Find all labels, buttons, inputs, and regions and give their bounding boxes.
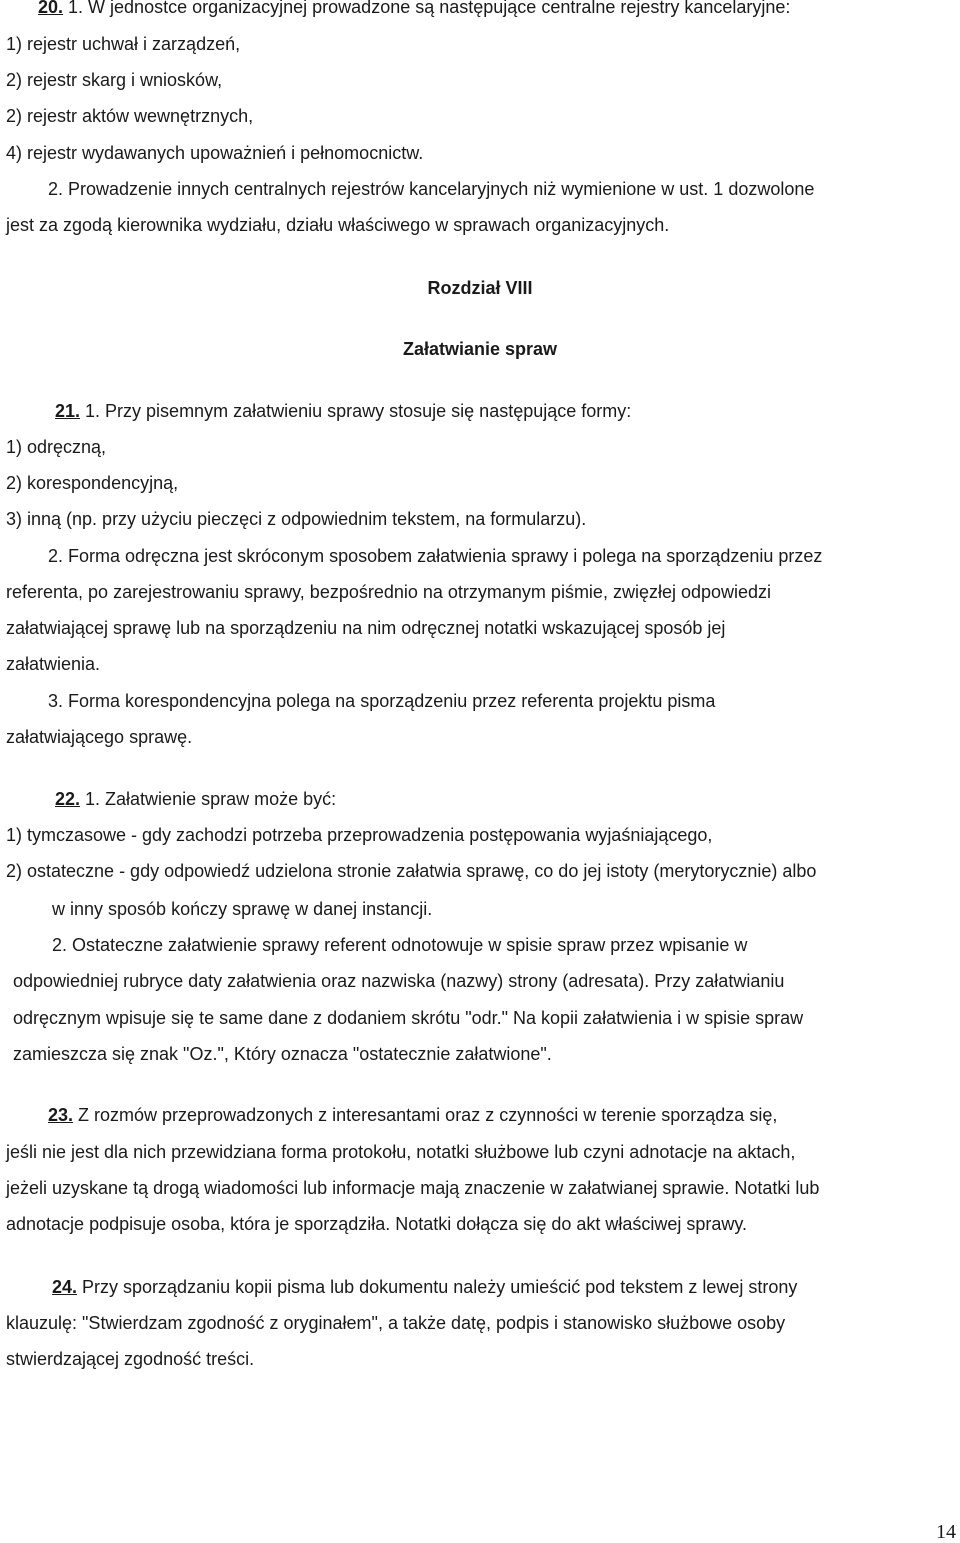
section-23-line-4: adnotacje podpisuje osoba, która je sporządziła. Notatki dołącza się do akt właściwej sprawy. [6, 1214, 748, 1234]
section-20-para-2-line-1: 2. Prowadzenie innych centralnych rejestrów kancelaryjnych niż wymienione w ust. 1 dozwolone [48, 179, 815, 199]
section-21-number: 21. [55, 401, 81, 421]
section-21-para-2-line-3: załatwiającej sprawę lub na sporządzeniu na nim odręcznej notatki wskazującej sposób jej [6, 618, 726, 638]
section-22-item-1: 1) tymczasowe - gdy zachodzi potrzeba przeprowadzenia postępowania wyjaśniającego, [6, 825, 713, 845]
section-20-text: 1. W jednostce organizacyjnej prowadzone są następujące centralne rejestry kancelaryjne: [63, 0, 791, 17]
section-21-item-2: 2) korespondencyjną, [6, 473, 179, 493]
section-23-number: 23. [48, 1105, 74, 1125]
section-24-text: Przy sporządzaniu kopii pisma lub dokumentu należy umieścić pod tekstem z lewej strony [77, 1277, 798, 1297]
section-22-item-2: 2) ostateczne - gdy odpowiedź udzielona stronie załatwia sprawę, co do jej istoty (merytorycznie) albo [6, 861, 817, 881]
section-23-line-1 [48, 1104, 777, 1126]
section-23-text: Z rozmów przeprowadzonych z interesantami oraz z czynności w terenie sporządza się, [73, 1105, 778, 1125]
section-22-para-2-line-3: odręcznym wpisuje się te same dane z dodaniem skrótu "odr." Na kopii załatwienia i w spisie spraw [13, 1008, 804, 1028]
section-22-item-2-cont: w inny sposób kończy sprawę w danej instancji. [52, 899, 433, 919]
section-21-line-1 [55, 400, 631, 422]
section-21-para-3-line-1: 3. Forma korespondencyjna polega na sporządzeniu przez referenta projektu pisma [48, 691, 716, 711]
section-21-para-3-line-2: załatwiającego sprawę. [6, 727, 193, 747]
section-20-item-3: 2) rejestr aktów wewnętrznych, [6, 106, 254, 126]
section-20-item-1: 1) rejestr uchwał i zarządzeń, [6, 34, 241, 54]
section-20-line-1 [38, 0, 790, 18]
section-21-item-3: 3) inną (np. przy użyciu pieczęci z odpowiednim tekstem, na formularzu). [6, 509, 587, 529]
section-24-line-2: klauzulę: "Stwierdzam zgodność z oryginałem", a także datę, podpis i stanowisko służbowe osoby [6, 1313, 786, 1333]
page-number: 14 [936, 1521, 956, 1543]
section-22-text: 1. Załatwienie spraw może być: [80, 789, 337, 809]
chapter-title: Rozdział VIII [427, 278, 533, 298]
section-23-line-2: jeśli nie jest dla nich przewidziana forma protokołu, notatki służbowe lub czyni adnotacje na aktach, [6, 1142, 796, 1162]
section-22-line-1 [55, 788, 336, 810]
section-20-item-4: 4) rejestr wydawanych upoważnień i pełnomocnictw. [6, 143, 424, 163]
section-21-para-2-line-2: referenta, po zarejestrowaniu sprawy, bezpośrednio na otrzymanym piśmie, zwięzłej odpowiedzi [6, 582, 772, 602]
section-24-number: 24. [52, 1277, 78, 1297]
section-22-para-2-line-4: zamieszcza się znak "Oz.", Który oznacza "ostatecznie załatwione". [13, 1044, 552, 1064]
section-21-para-2-line-4: załatwienia. [6, 654, 101, 674]
section-21-item-1: 1) odręczną, [6, 437, 107, 457]
section-20-number: 20. [38, 0, 64, 17]
section-20-para-2-line-2: jest za zgodą kierownika wydziału, działu właściwego w sprawach organizacyjnych. [6, 215, 670, 235]
section-21-text: 1. Przy pisemnym załatwieniu sprawy stosuje się następujące formy: [80, 401, 632, 421]
section-24-line-3: stwierdzającej zgodność treści. [6, 1349, 255, 1369]
section-20-item-2: 2) rejestr skarg i wniosków, [6, 70, 223, 90]
section-22-para-2-line-1: 2. Ostateczne załatwienie sprawy referent odnotowuje w spisie spraw przez wpisanie w [52, 935, 748, 955]
chapter-subtitle: Załatwianie spraw [402, 339, 558, 359]
section-23-line-3: jeżeli uzyskane tą drogą wiadomości lub informacje mają znaczenie w załatwianej sprawie. Notatki lub [6, 1178, 820, 1198]
section-22-para-2-line-2: odpowiedniej rubryce daty załatwienia oraz nazwiska (nazwy) strony (adresata). Przy załatwianiu [13, 971, 785, 991]
section-24-line-1 [52, 1276, 797, 1298]
section-22-number: 22. [55, 789, 81, 809]
section-21-para-2-line-1: 2. Forma odręczna jest skróconym sposobem załatwienia sprawy i polega na sporządzeniu przez [48, 546, 823, 566]
